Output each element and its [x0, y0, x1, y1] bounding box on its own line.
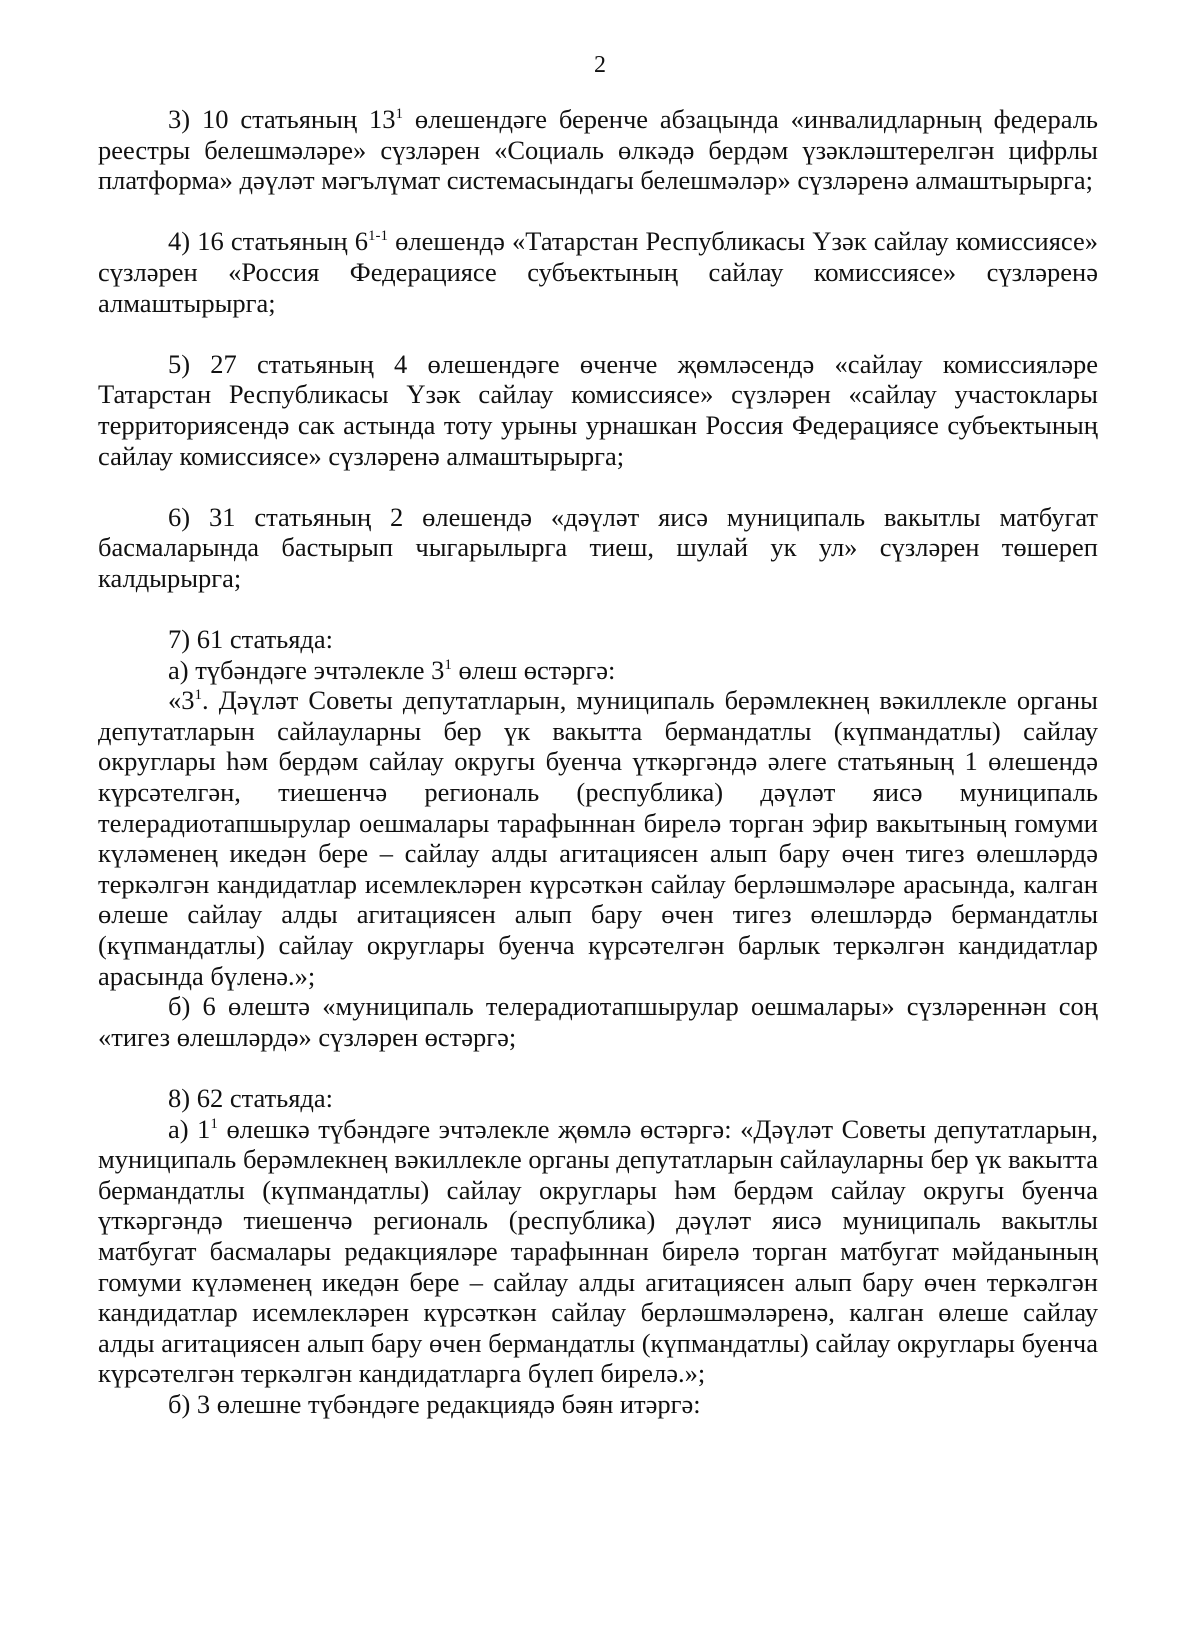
item-8a-text-end: өлешкә түбәндәге эчтәлекле җөмлә өстәргә: «Дәүләт Советы депутатларын, муниципаль берәмлекнең вәкиллекле органы депутатларын сайлауларны бер үк вакытта бермандатлы (күпмандатлы) сайлау округлары һәм бердәм сайлау округы буенча үткәргәндә тиешенчә региональ (республика) дәүләт яисә муниципаль вакытлы матбугат басмалары редакцияләре тарафыннан бирелә торган матбугат мәйданының гомуми күләменең икедән бере – сайлау алды агитациясен алып бару өчен теркәлгән кандидатлар исемлекләрен күрсәткән сайлау берләшмәләренә, калган өлеше сайлау алды агитациясен алып бару өчен бермандатлы (күпмандатлы) сайлау округлары буенча күрсәтелгән теркәлгән кандидатларга бүлеп бирелә.»;	[98, 1113, 1098, 1389]
paragraph-item-3	[98, 104, 1098, 196]
item-7-subitem-b: б) 6 өлештә «муниципаль телерадиотапшырулар оешмалары» сүзләреннән соң «тигез өлешләрдә» сүзләрен өстәргә;	[98, 991, 1098, 1052]
item-8-subitem-b: б) 3 өлешне түбәндәге редакциядә бәян итәргә:	[168, 1388, 701, 1419]
item-7-heading: 7) 61 статьяда:	[168, 624, 334, 655]
paragraph-item-6: 6) 31 статьяның 2 өлешендә «дәүләт яисә муниципаль вакытлы матбугат басмаларында бастырып чыгарылырга тиеш, шулай ук ул» сүзләрен төшереп калдырырга;	[98, 501, 1098, 593]
item-7a-text-end: өлеш өстәргә:	[451, 654, 616, 685]
page-number: 2	[594, 52, 606, 78]
item-7-subitem-a	[98, 655, 1098, 686]
item-4-text-start: 4) 16 статьяның 6	[168, 226, 368, 257]
paragraph-item-4	[98, 226, 1098, 318]
item-8a-superscript: 1	[210, 1115, 218, 1132]
item-3-text-start: 3) 10 статьяның 13	[168, 104, 396, 134]
item-8-heading: 8) 62 статьяда:	[168, 1083, 334, 1113]
item-7-quoted-clause	[98, 685, 1098, 991]
item-7a-superscript: 1	[444, 656, 452, 673]
item-7-quote-body: . Дәүләт Советы депутатларын, муниципаль берәмлекнең вәкиллекле органы депутатларын сайлауларны бер үк вакытта бермандатлы (күпмандатлы) сайлау округлары һәм бердәм сайлау округы буенча үткәргәндә әлеге статьяның 1 өлешендә күрсәтелгән, тиешенчә региональ (республика) дәүләт яисә муниципаль телерадиотапшырулар оешмалары тарафыннан бирелә торган эфир вакытының гомуми күләменең икедән бере – сайлау алды агитациясен алып бару өчен тигез өлешләрдә теркәлгән кандидатлар исемлекләрен күрсәткән сайлау берләшмәләре арасында, калган өлеше сайлау алды агитациясен алып бару өчен тигез өлешләрдә бермандатлы (күпмандатлы) сайлау округлары буенча күрсәтелгән барлык теркәлгән кандидатлар арасында бүленә.»;	[98, 685, 1098, 991]
item-3-superscript: 1	[395, 106, 403, 123]
item-7-quote-start: «3	[168, 685, 195, 716]
item-4-text-end: өлешендә «Татарстан Республикасы Үзәк сайлау комиссиясе» сүзләрен «Россия Федерациясе субъектының сайлау комиссиясе» сүзләренә алмаштырырга;	[98, 226, 1098, 318]
document-body	[98, 104, 1098, 1420]
item-3-text-end: өлешендәге беренче абзацында «инвалидларның федераль реестры белешмәләре» сүзләрен «Социаль өлкәдә бердәм үзәкләштерелгән цифрлы платформа» дәүләт мәгълүмат системасындагы белешмәләр» сүзләренә алмаштырырга;	[98, 104, 1099, 196]
item-8a-text-start: а) 1	[168, 1113, 211, 1144]
item-7-quote-superscript: 1	[194, 687, 202, 704]
item-4-superscript: 1-1	[367, 228, 388, 245]
item-8-subitem-a	[98, 1114, 1098, 1389]
item-7a-text-start: а) түбәндәге эчтәлекле 3	[168, 654, 445, 685]
paragraph-item-5: 5) 27 статьяның 4 өлешендәге өченче җөмләсендә «сайлау комиссияләре Татарстан Республикасы Үзәк сайлау комиссиясе» сүзләрен «сайлау участоклары территориясендә сак астында тоту урыны урнашкан Россия Федерациясе субъектының сайлау комиссиясе» сүзләренә алмаштырырга;	[98, 348, 1098, 471]
